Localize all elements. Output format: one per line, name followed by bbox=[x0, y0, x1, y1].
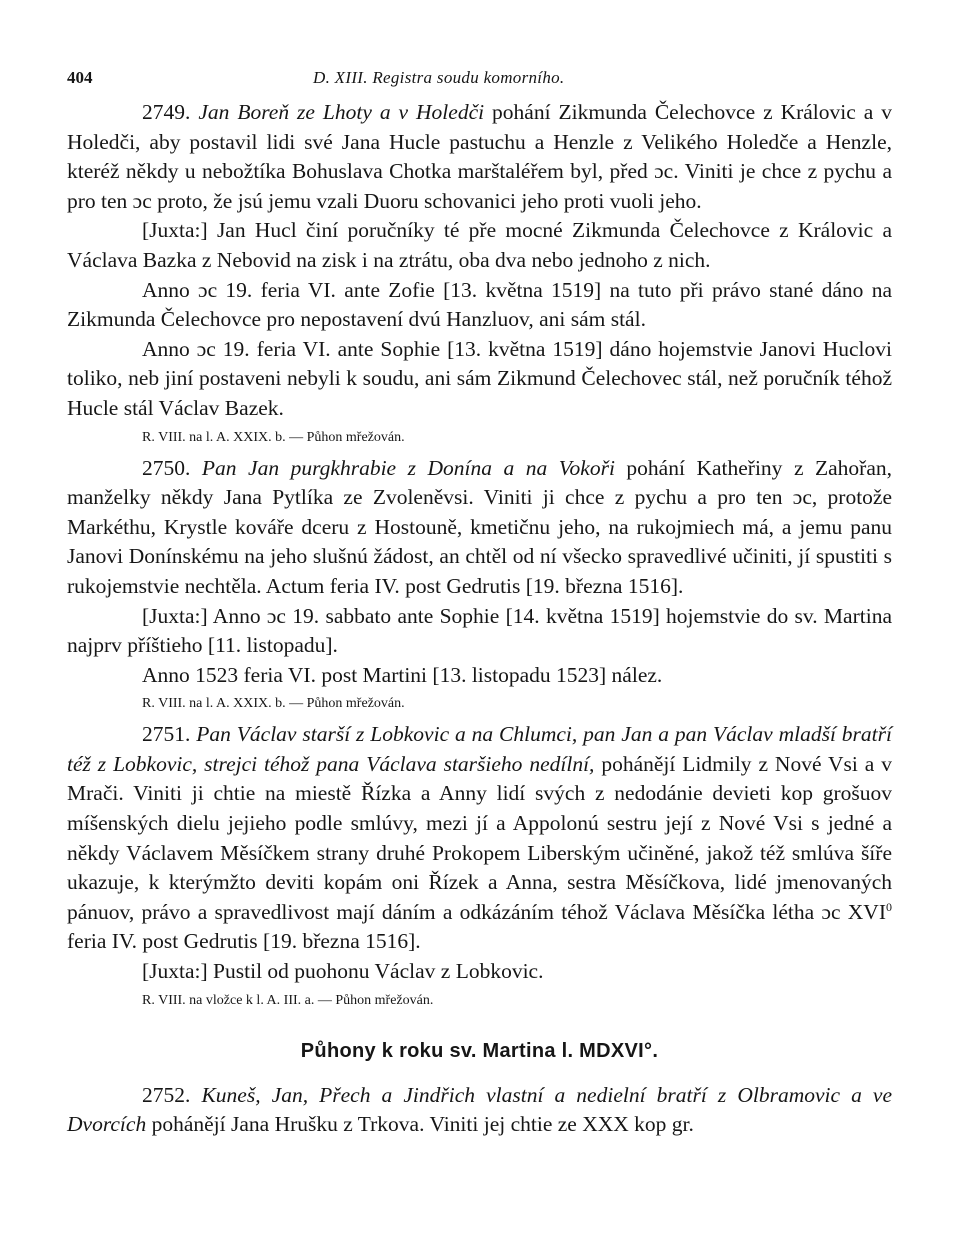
section-heading: Půhony k roku sv. Martina l. MDXVI°. bbox=[300, 1039, 659, 1062]
entry-number: 2749. bbox=[142, 100, 191, 124]
entry-parties: Kuneš, Jan, Přech a Jindřich vlastní a nedielní bratří z Olbramovic a ve Dvorcích bbox=[67, 1082, 893, 1137]
entry-2749 bbox=[67, 98, 892, 216]
entry-number: 2752. bbox=[142, 1082, 191, 1107]
source-reference: R. VIII. na vložce k l. A. III. a. — Půhon mřežován. bbox=[142, 992, 434, 1008]
entry-parties: Jan Boreň ze Lhoty a v Holedči bbox=[198, 100, 485, 124]
entry-note: [Juxta:] Pustil od puohonu Václav z Lobkovic. bbox=[142, 959, 544, 984]
entry-parties: Pan Václav starší z Lobkovic a na Chlumci, pan Jan a pan Václav mladší bratří též z Lobkovic, strejci téhož pana Václava staršieho nedílní, bbox=[67, 722, 892, 776]
entry-text: pohánějí Jana Hrušku z Trkova. Viniti jej chtie ze XXX kop gr. bbox=[146, 1112, 694, 1137]
running-title: D. XIII. Registra soudu komorního. bbox=[313, 68, 565, 87]
entry-text: pohánějí Lidmily z Nové Vsi a v Mrači. Viniti ji chtie na miestě Řízka a Anny lidí svých z nedodánie devieti kop grošuov míšenských dielu jejieho podle smlúvy, mezi jí a Appolonú sestru její z Nové Vsi s jedné a někdy Václavem Měsíčkem strany druhé Prokopem Liberským učiněné, jakož též smlúva šíře ukazuje, k kterýmžto deviti kopám oni Řízek a Anna, sestra Měsíčkova, lidé jmenovaných pánuov, právo a spravedlivost mají dáním a odkázáním téhož Václava Měsíčka létha ɔc XVI bbox=[67, 751, 892, 924]
entry-text: pohání Zikmunda Čelechovce z Královic a v Holedči, aby postavil lidi své Jana Hucle pastuchu a Henzle z Velikého Holedče a Henzle, kteréž někdy u nebožtíka Bohuslava Chotka marštaléřem byl, před ɔc. Viniti je chce z pychu a pro ten ɔc proto, že jsú jemu vzali Duoru schovanici jeho proti vuoli jeho. bbox=[67, 100, 892, 213]
entry-note: Anno ɔc 19. feria VI. ante Sophie [13. května 1519] dáno hojemstvie Janovi Huclovi toliko, neb jiní postaveni nebyli k soudu, ani sám Zikmund Čelechovec stál, než poručník téhož Hucle stál Václav Bazek. bbox=[67, 336, 892, 420]
entry-note: [Juxta:] Jan Hucl činí poručníky té pře mocné Zikmunda Čelechovce z Královic a Václava Bazka z Nebovid na zisk i na ztrátu, oba dva nebo jednoho z nich. bbox=[67, 218, 892, 272]
entry-number: 2750. bbox=[142, 455, 191, 480]
superscript: 0 bbox=[886, 899, 892, 914]
entry-number: 2751. bbox=[142, 722, 191, 747]
entry-2751 bbox=[67, 720, 892, 957]
page-header bbox=[67, 62, 892, 98]
entry-note: Anno ɔc 19. feria VI. ante Zofie [13. května 1519] na tuto při právo stané dáno na Zikmunda Čelechovce pro nepostavení dvú Hanzluov, ani sám stál. bbox=[67, 277, 892, 332]
source-reference: R. VIII. na l. A. XXIX. b. — Půhon mřežován. bbox=[142, 696, 405, 712]
entry-2752 bbox=[67, 1081, 892, 1140]
entry-2750 bbox=[67, 454, 892, 602]
entry-text: pohání Katheřiny z Zahořan, manželky někdy Jana Pytlíka ze Zvoleněvsi. Viniti ji chce z pychu a pro ten ɔc, protože Markéthu, Krystle kováře dceru z Hostouně, kmetičnu jeho, na rukojmiech má, a jemu panu Janovi Donínskému na jeho slušnú žádost, an chtěl od ní všecko spravedlivé učiniti, jí spustiti s rukojemstvie nechtěla. Actum feria IV. post Gedrutis [19. března 1516]. bbox=[67, 455, 893, 598]
entry-text-continued: feria IV. post Gedrutis [19. března 1516]. bbox=[67, 929, 421, 954]
entry-note: Anno 1523 feria VI. post Martini [13. listopadu 1523] nález. bbox=[142, 662, 663, 687]
entry-parties: Pan Jan purgkhrabie z Donína a na Vokoři bbox=[201, 455, 615, 480]
source-reference: R. VIII. na l. A. XXIX. b. — Půhon mřežován. bbox=[142, 429, 405, 445]
document-page bbox=[67, 62, 892, 1140]
page-number: 404 bbox=[67, 68, 93, 87]
entry-note: [Juxta:] Anno ɔc 19. sabbato ante Sophie [14. května 1519] hojemstvie do sv. Martina najprv příštieho [11. listopadu]. bbox=[67, 603, 892, 658]
